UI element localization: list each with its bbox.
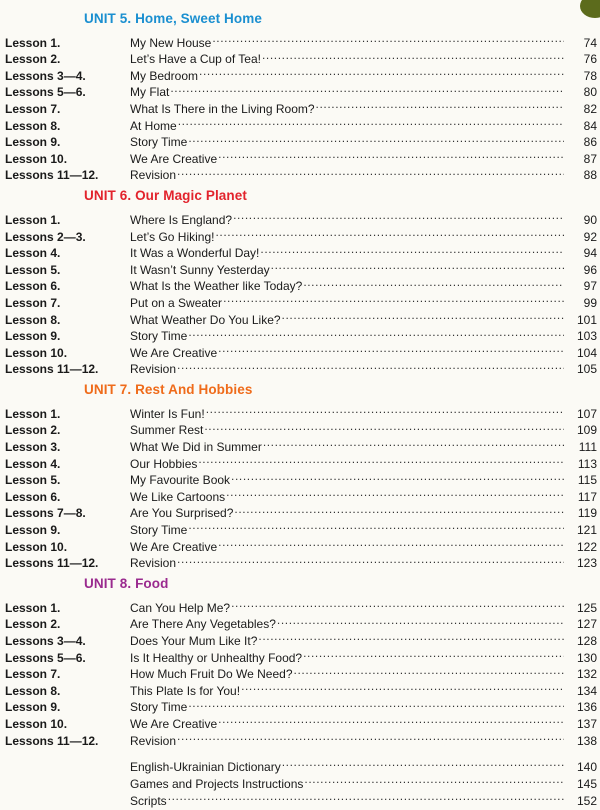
lesson-title: Story Time xyxy=(130,329,188,344)
toc-entry[interactable] xyxy=(0,595,600,615)
unit-section xyxy=(0,379,600,571)
page-number: 137 xyxy=(576,716,597,731)
lesson-label: Lesson 5. xyxy=(5,473,61,488)
lesson-title: Can You Help Me? xyxy=(130,600,231,615)
dot-leader xyxy=(177,551,564,568)
dot-leader xyxy=(316,96,564,113)
appendix-entry[interactable] xyxy=(0,789,600,809)
page-number: 140 xyxy=(576,760,597,775)
table-of-contents xyxy=(0,8,600,809)
page-number: 80 xyxy=(583,85,597,100)
lesson-label: Lessons 3—4. xyxy=(5,68,86,83)
page-number: 101 xyxy=(576,312,597,327)
appendix-title: Scripts xyxy=(130,794,167,809)
dot-leader xyxy=(233,207,564,224)
lesson-title: Is It Healthy or Unhealthy Food? xyxy=(130,650,303,665)
dot-leader xyxy=(277,612,564,629)
lesson-title: Story Time xyxy=(130,135,188,150)
dot-leader xyxy=(258,628,564,645)
page-number: 96 xyxy=(583,262,597,277)
dot-leader xyxy=(218,711,564,728)
page-number: 107 xyxy=(576,406,597,421)
lesson-title: We Like Cartoons xyxy=(130,489,226,504)
page-number: 109 xyxy=(576,423,597,438)
lesson-label: Lesson 5. xyxy=(5,262,61,277)
lesson-title: My Flat xyxy=(130,85,170,100)
dot-leader xyxy=(223,290,564,307)
lesson-label: Lesson 2. xyxy=(5,52,61,67)
lesson-label: Lesson 9. xyxy=(5,135,61,150)
dot-leader xyxy=(188,695,564,712)
page-number: 104 xyxy=(576,345,597,360)
lesson-title: How Much Fruit Do We Need? xyxy=(130,667,293,682)
toc-entry[interactable] xyxy=(0,30,600,50)
lesson-label: Lesson 10. xyxy=(5,151,68,166)
lesson-label: Lessons 11—12. xyxy=(5,733,99,748)
dot-leader xyxy=(216,224,565,241)
dot-leader xyxy=(188,324,564,341)
page-number: 94 xyxy=(583,246,597,261)
dot-leader xyxy=(188,517,564,534)
lesson-title: At Home xyxy=(130,118,177,133)
dot-leader xyxy=(260,241,564,258)
page-number: 82 xyxy=(583,101,597,116)
lesson-title: Does Your Mum Like It? xyxy=(130,634,258,648)
page-number: 132 xyxy=(576,667,597,682)
lesson-label: Lesson 1. xyxy=(5,406,61,421)
appendix-title: Games and Projects Instructions xyxy=(130,777,304,792)
dot-leader xyxy=(204,418,564,435)
lesson-title: Our Hobbies xyxy=(130,456,198,471)
dot-leader xyxy=(178,113,564,130)
unit-section xyxy=(0,185,600,377)
lesson-title: We Are Creative xyxy=(130,345,218,360)
lesson-label: Lessons 2—3. xyxy=(5,229,86,244)
dot-leader xyxy=(234,501,564,518)
dot-leader xyxy=(294,662,564,679)
dot-leader xyxy=(282,755,564,772)
dot-leader xyxy=(282,307,564,324)
appendix-list xyxy=(0,755,600,809)
page-number: 136 xyxy=(576,700,597,715)
lesson-label: Lesson 3. xyxy=(5,440,61,455)
unit-title: Rest And Hobbies xyxy=(135,382,253,398)
page-number: 125 xyxy=(576,600,597,615)
lesson-title: We Are Creative xyxy=(130,151,218,166)
toc-entry[interactable] xyxy=(0,401,600,421)
dot-leader xyxy=(263,434,564,451)
lesson-title: What Weather Do You Like? xyxy=(130,312,281,327)
lesson-title: Put on a Sweater xyxy=(130,295,223,310)
lesson-title: What We Did in Summer xyxy=(130,440,262,455)
lesson-title: Winter Is Fun! xyxy=(130,406,205,421)
lesson-label: Lesson 4. xyxy=(5,246,61,261)
dot-leader xyxy=(218,146,564,163)
unit-number: UNIT 7. xyxy=(84,382,132,398)
lesson-title: What Is the Weather like Today? xyxy=(130,279,303,294)
page-number: 127 xyxy=(576,617,597,632)
dot-leader xyxy=(218,534,564,551)
dot-leader xyxy=(226,484,564,501)
lesson-title: Story Time xyxy=(130,523,188,538)
lesson-label: Lesson 10. xyxy=(5,345,68,360)
dot-leader xyxy=(218,340,564,357)
page-number: 74 xyxy=(583,35,597,50)
unit-number: UNIT 6. xyxy=(84,188,132,204)
dot-leader xyxy=(304,772,564,789)
appendix-entry[interactable] xyxy=(0,772,600,792)
page-number: 76 xyxy=(583,52,597,67)
unit-heading xyxy=(0,185,600,207)
unit-number: UNIT 5. xyxy=(84,11,132,26)
appendix-entry[interactable] xyxy=(0,755,600,775)
lesson-label: Lessons 11—12. xyxy=(5,362,99,377)
page-number: 92 xyxy=(583,229,597,244)
page-number: 128 xyxy=(576,634,597,648)
dot-leader xyxy=(177,357,564,374)
page-number: 152 xyxy=(576,794,597,809)
page-number: 90 xyxy=(583,212,597,227)
page-number: 130 xyxy=(576,650,597,665)
unit-section xyxy=(0,8,600,183)
lesson-title: My Bedroom xyxy=(130,68,199,83)
page-number: 88 xyxy=(583,168,597,183)
dot-leader xyxy=(188,130,564,147)
lesson-label: Lesson 9. xyxy=(5,329,61,344)
lesson-title: Let’s Go Hiking! xyxy=(130,229,215,244)
lesson-label: Lessons 11—12. xyxy=(5,556,99,571)
lesson-label: Lesson 10. xyxy=(5,716,68,731)
unit-title: Our Magic Planet xyxy=(135,188,247,204)
dot-leader xyxy=(212,30,564,47)
lesson-title: Where Is England? xyxy=(130,212,233,227)
unit-heading xyxy=(0,8,600,30)
dot-leader xyxy=(170,80,564,97)
page-number: 122 xyxy=(576,539,597,554)
dot-leader xyxy=(206,401,564,418)
lesson-title: Revision xyxy=(130,168,177,183)
lesson-label: Lesson 10. xyxy=(5,539,68,554)
lesson-label: Lesson 2. xyxy=(5,617,61,632)
lesson-title: Summer Rest xyxy=(130,423,204,438)
dot-leader xyxy=(231,595,564,612)
dot-leader xyxy=(199,63,564,80)
unit-section xyxy=(0,573,600,748)
unit-title: Food xyxy=(135,576,169,592)
page-number: 123 xyxy=(576,556,597,571)
page-number: 78 xyxy=(583,68,597,83)
lesson-label: Lesson 9. xyxy=(5,700,61,715)
lesson-label: Lesson 6. xyxy=(5,489,61,504)
page-number: 105 xyxy=(576,362,597,377)
page-number: 103 xyxy=(576,329,597,344)
lesson-label: Lesson 7. xyxy=(5,295,61,310)
lesson-label: Lesson 7. xyxy=(5,101,61,116)
dot-leader xyxy=(241,678,564,695)
lesson-title: Are There Any Vegetables? xyxy=(130,617,276,632)
unit-title: Home, Sweet Home xyxy=(135,11,262,26)
unit-heading xyxy=(0,379,600,401)
dot-leader xyxy=(262,47,564,64)
lesson-title: Revision xyxy=(130,556,177,571)
lesson-label: Lessons 11—12. xyxy=(5,168,99,183)
lesson-title: Let’s Have a Cup of Tea! xyxy=(130,52,261,67)
lesson-label: Lesson 1. xyxy=(5,35,61,50)
page-number: 84 xyxy=(583,118,597,133)
lesson-title: We Are Creative xyxy=(130,716,218,731)
dot-leader xyxy=(177,163,564,180)
page-number: 121 xyxy=(576,523,597,538)
appendix-title: English-Ukrainian Dictionary xyxy=(130,760,281,775)
lesson-title: My Favourite Book xyxy=(130,473,231,488)
dot-leader xyxy=(303,645,564,662)
lesson-title: What Is There in the Living Room? xyxy=(130,101,315,116)
dot-leader xyxy=(231,468,564,485)
page-number: 86 xyxy=(583,135,597,150)
dot-leader xyxy=(177,728,564,745)
dot-leader xyxy=(271,257,564,274)
lesson-label: Lessons 3—4. xyxy=(5,634,86,648)
dot-leader xyxy=(198,451,564,468)
page-number: 87 xyxy=(583,151,597,166)
lesson-label: Lesson 8. xyxy=(5,683,61,698)
lesson-label: Lesson 4. xyxy=(5,456,61,471)
lesson-label: Lesson 6. xyxy=(5,279,61,294)
lesson-title: It Was a Wonderful Day! xyxy=(130,246,260,261)
page-number: 117 xyxy=(577,489,597,504)
page-number: 119 xyxy=(577,506,597,521)
page-number: 134 xyxy=(576,683,597,698)
lesson-title: This Plate Is for You! xyxy=(130,683,241,698)
page-number: 113 xyxy=(577,456,597,471)
lesson-label: Lesson 8. xyxy=(5,118,61,133)
lesson-label: Lesson 7. xyxy=(5,667,61,682)
page-number: 111 xyxy=(578,440,597,455)
lesson-title: Revision xyxy=(130,733,177,748)
lesson-label: Lessons 5—6. xyxy=(5,650,86,665)
dot-leader xyxy=(303,274,564,291)
page-number: 99 xyxy=(583,295,597,310)
dot-leader xyxy=(168,789,564,806)
lesson-label: Lesson 1. xyxy=(5,600,61,615)
lesson-label: Lessons 5—6. xyxy=(5,85,86,100)
lesson-title: Are You Surprised? xyxy=(130,506,234,521)
lesson-label: Lesson 2. xyxy=(5,423,61,438)
lesson-label: Lesson 8. xyxy=(5,312,61,327)
lesson-label: Lessons 7—8. xyxy=(5,506,86,521)
lesson-title: Revision xyxy=(130,362,177,377)
unit-number: UNIT 8. xyxy=(84,576,132,592)
lesson-title: We Are Creative xyxy=(130,539,218,554)
toc-entry[interactable] xyxy=(0,207,600,227)
lesson-label: Lesson 9. xyxy=(5,523,61,538)
lesson-title: It Wasn’t Sunny Yesterday xyxy=(130,262,270,277)
page-number: 115 xyxy=(577,473,597,488)
unit-heading xyxy=(0,573,600,595)
page-number: 97 xyxy=(583,279,597,294)
page-number: 138 xyxy=(576,733,597,748)
lesson-title: Story Time xyxy=(130,700,188,715)
lesson-label: Lesson 1. xyxy=(5,212,61,227)
page-number: 145 xyxy=(576,777,597,792)
lesson-title: My New House xyxy=(130,35,212,50)
units-list xyxy=(0,8,600,748)
